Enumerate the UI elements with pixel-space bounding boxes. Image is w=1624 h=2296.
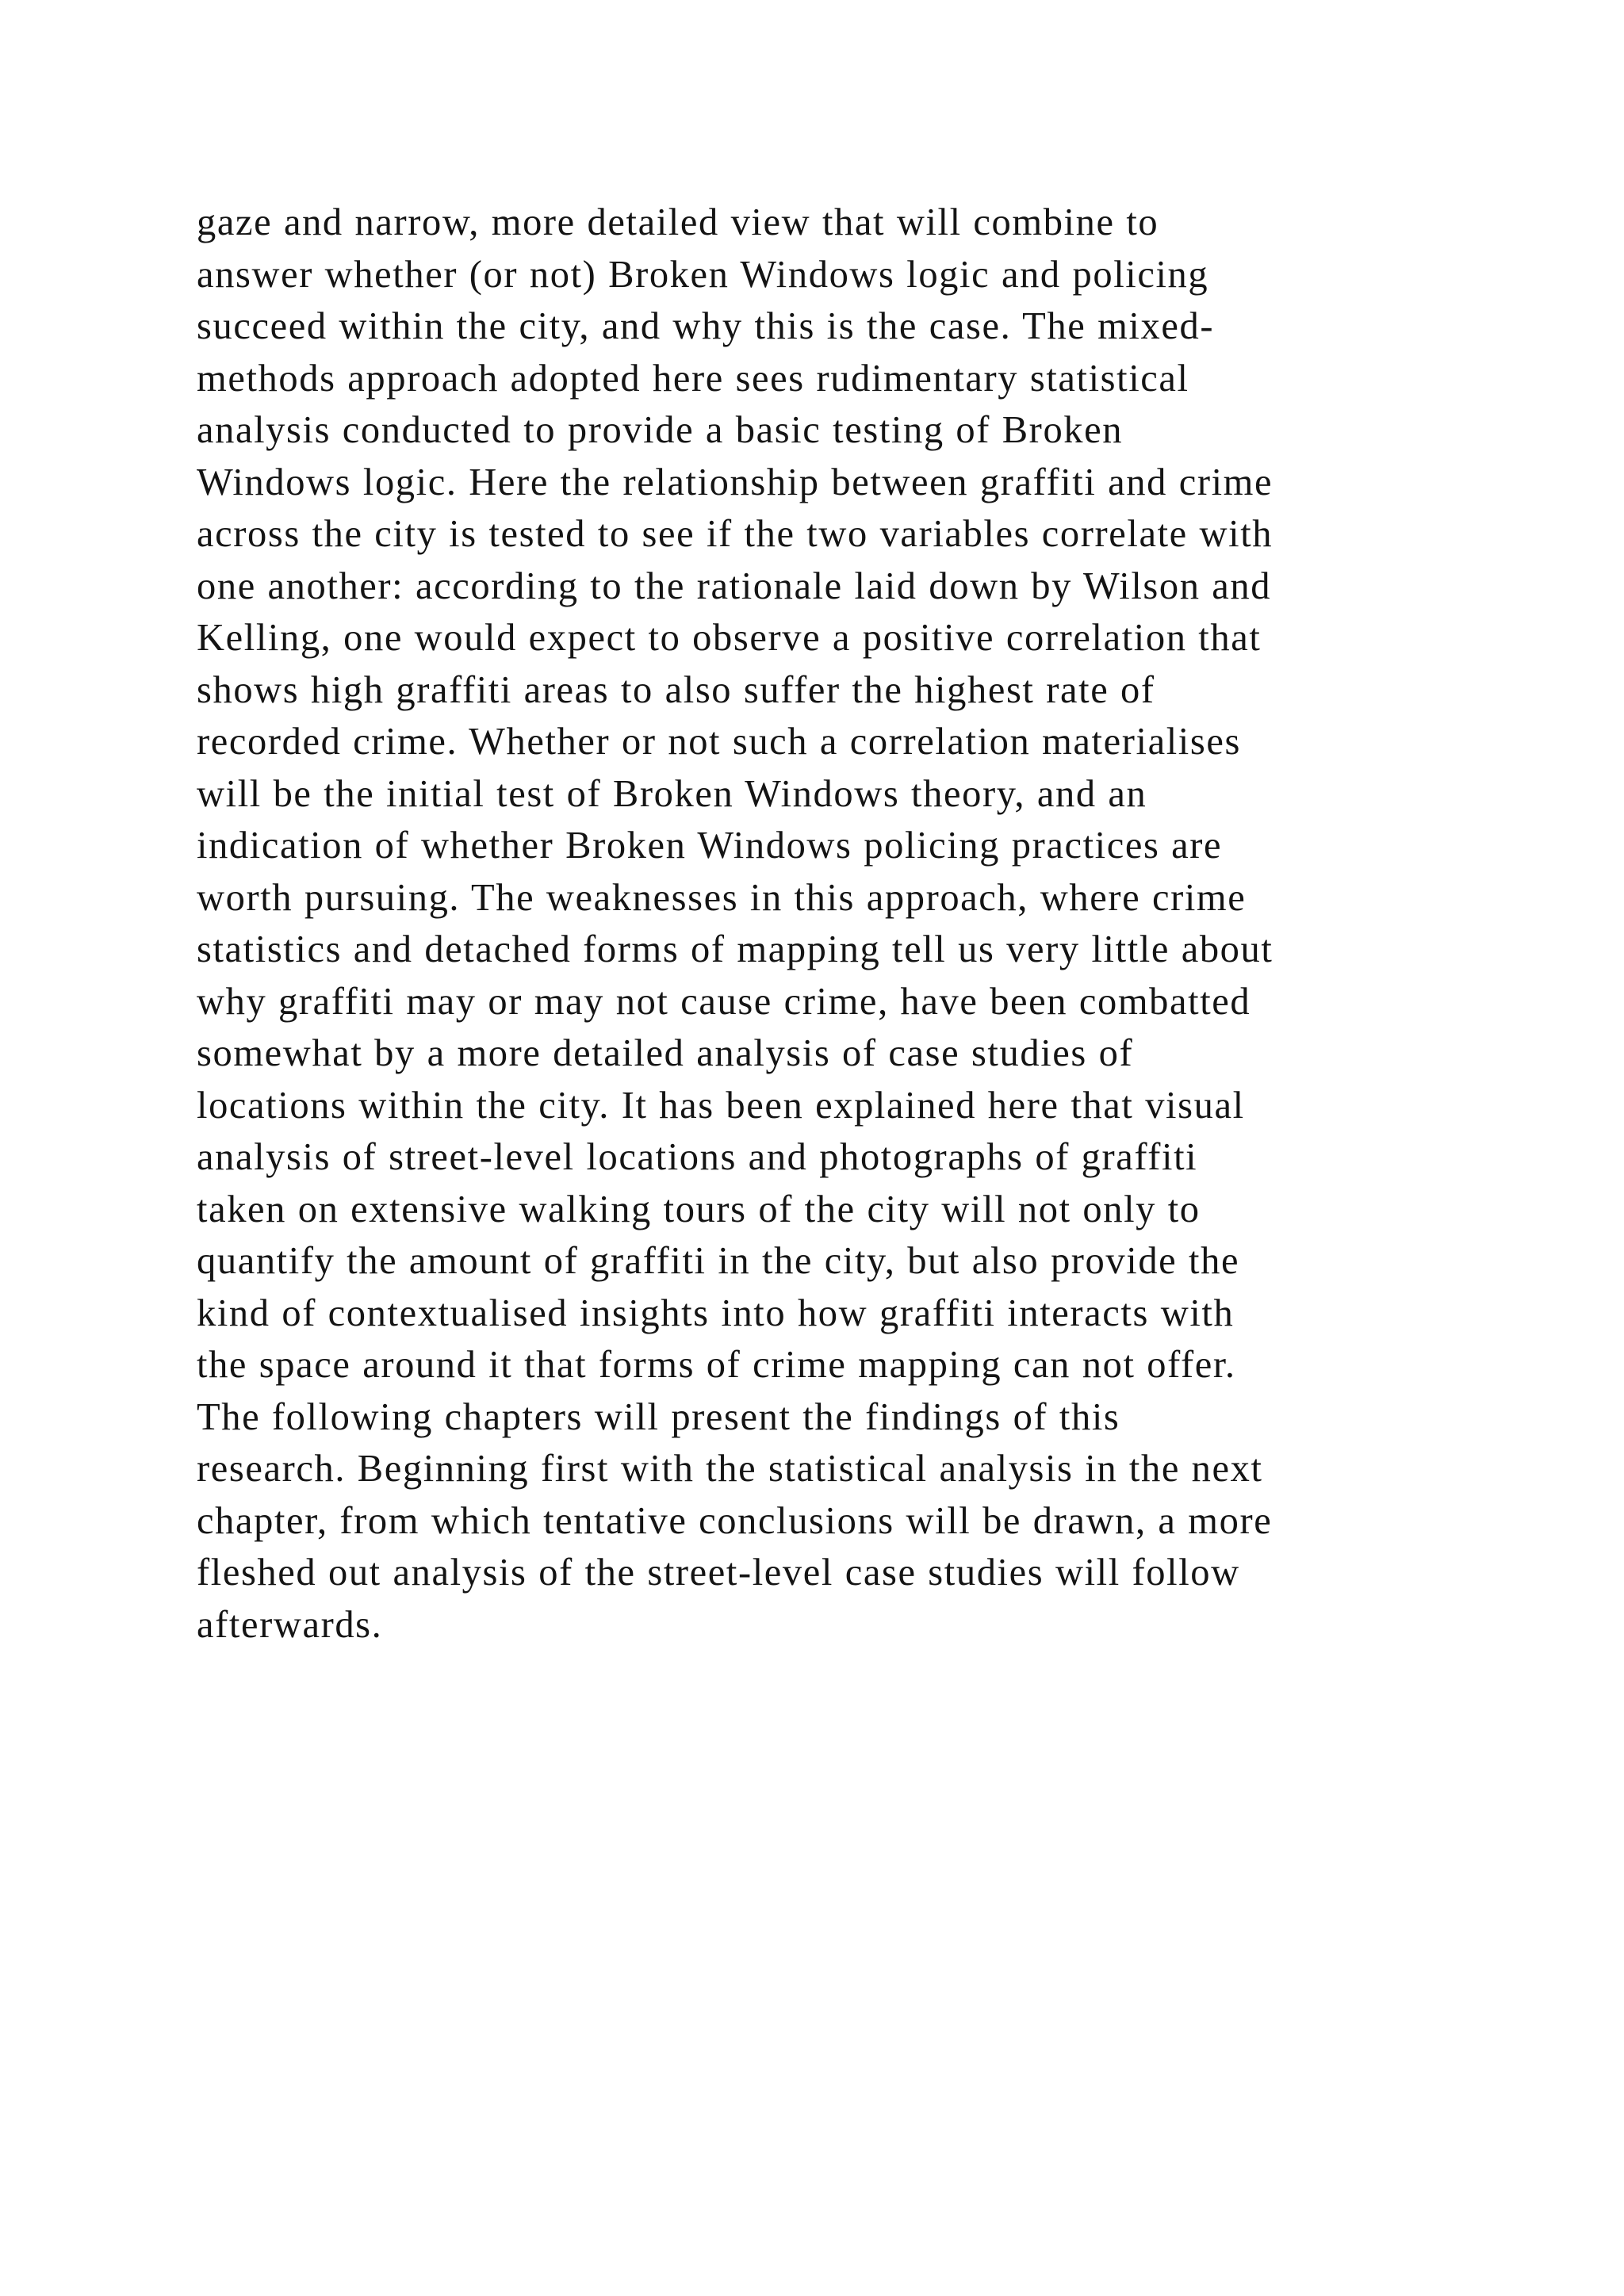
text-line: kind of contextualised insights into how graffiti interacts with bbox=[197, 1292, 1235, 1334]
text-line: shows high graffiti areas to also suffer the highest rate of bbox=[197, 668, 1155, 711]
text-line: gaze and narrow, more detailed view that will combine to bbox=[197, 201, 1159, 243]
text-line: Windows logic. Here the relationship between graffiti and crime bbox=[197, 461, 1274, 503]
text-line: why graffiti may or may not cause crime, have been combatted bbox=[197, 980, 1251, 1023]
text-line: indication of whether Broken Windows policing practices are bbox=[197, 825, 1223, 867]
text-line: fleshed out analysis of the street-level case studies will follow bbox=[197, 1552, 1240, 1594]
text-line: somewhat by a more detailed analysis of case studies of bbox=[197, 1032, 1134, 1074]
text-line: answer whether (or not) Broken Windows logic and policing bbox=[197, 253, 1209, 296]
text-line: The following chapters will present the findings of this bbox=[197, 1395, 1120, 1438]
text-line: analysis of street-level locations and photographs of graffiti bbox=[197, 1136, 1198, 1178]
text-line: recorded crime. Whether or not such a correlation materialises bbox=[197, 721, 1241, 763]
text-line: worth pursuing. The weaknesses in this approach, where crime bbox=[197, 876, 1247, 919]
text-line: Kelling, one would expect to observe a positive correlation that bbox=[197, 617, 1262, 659]
text-line: chapter, from which tentative conclusions will be drawn, a more bbox=[197, 1499, 1273, 1542]
text-line: statistics and detached forms of mapping tell us very little about bbox=[197, 928, 1274, 970]
text-line: will be the initial test of Broken Windows theory, and an bbox=[197, 772, 1147, 815]
text-line: afterwards. bbox=[197, 1603, 383, 1646]
text-line: research. Beginning first with the statistical analysis in the next bbox=[197, 1448, 1263, 1490]
body-paragraph bbox=[197, 197, 1481, 1651]
text-line: succeed within the city, and why this is the case. The mixed- bbox=[197, 305, 1215, 347]
text-line: one another: according to the rationale laid down by Wilson and bbox=[197, 564, 1272, 607]
text-line: methods approach adopted here sees rudimentary statistical bbox=[197, 357, 1189, 400]
text-line: across the city is tested to see if the two variables correlate with bbox=[197, 513, 1274, 555]
text-line: quantify the amount of graffiti in the city, but also provide the bbox=[197, 1240, 1240, 1282]
text-line: taken on extensive walking tours of the city will not only to bbox=[197, 1188, 1201, 1230]
text-line: locations within the city. It has been explained here that visual bbox=[197, 1084, 1245, 1127]
text-line: analysis conducted to provide a basic testing of Broken bbox=[197, 409, 1124, 451]
text-line: the space around it that forms of crime mapping can not offer. bbox=[197, 1344, 1236, 1386]
